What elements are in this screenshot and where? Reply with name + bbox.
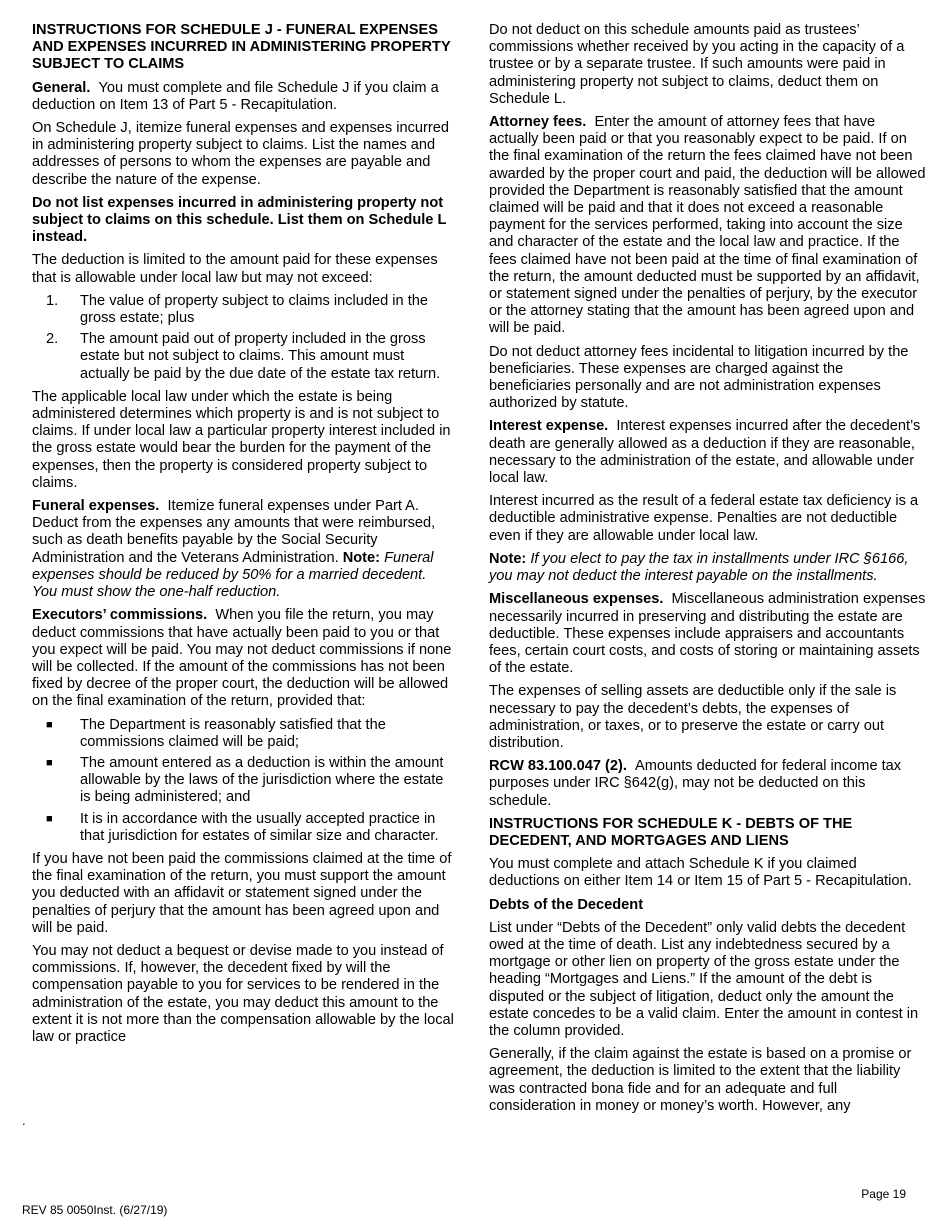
attorney-label: Attorney fees. [489, 114, 587, 131]
stray-mark: . [22, 1113, 26, 1128]
list-item [32, 811, 454, 845]
rcw-text: Amounts deducted for federal income tax purposes under IRC §642(g), may not be deducted on this schedule. [489, 758, 902, 809]
square-bullet-icon: ■ [46, 812, 53, 825]
installments-note [489, 551, 927, 585]
interest-label: Interest expense. [489, 418, 609, 435]
list-text: The Department is reasonably satisfied that the commissions claimed will be paid; [80, 716, 386, 750]
executors-text: When you file the return, you may deduct commissions that have actually been paid to you or that you expect will be paid. You may not deduct commissions if none will be collected. If the amount of the commissions has not been fixed by decree of the proper court, the deduction will be allowed on the final examination of the return, provided that: [32, 607, 452, 710]
list-text: It is in accordance with the usually accepted practice in that jurisdiction for estates of similar size and character. [80, 810, 439, 844]
funeral-note-text: Funeral expenses should be reduced by 50% for a married decedent. You must show the one-half reduction. [32, 549, 434, 601]
executors-label: Executors’ commissions. [32, 607, 208, 624]
right-column [489, 22, 927, 1121]
local-law-paragraph: The applicable local law under which the estate is being administered determines which property is and is not subject to claims. If under local law a particular property interest included in the gross estate would bear the burden for the payment of the expenses, then the property is considered property subject to claims. [32, 388, 451, 491]
misc-text: Miscellaneous administration expenses necessarily incurred in preserving and distributing the estate are deductible. These expenses include appraisers and accountants fees, certain court costs, and costs of storing or maintaining assets of the estate. [489, 591, 926, 677]
funeral-label: Funeral expenses. [32, 498, 160, 515]
schedule-j-heading: INSTRUCTIONS FOR SCHEDULE J - FUNERAL EXPENSES AND EXPENSES INCURRED IN ADMINISTERING PROPERTY SUBJECT TO CLAIMS [32, 22, 451, 73]
funeral-expenses-paragraph [32, 498, 454, 601]
executors-commissions-paragraph [32, 607, 454, 710]
trustees-paragraph: Do not deduct on this schedule amounts paid as trustees’ commissions whether received by you acting in the capacity of a trustee or by a separate trustee. If such amounts were paid in administering property not subject to claims, deduct them on Schedule L. [489, 22, 905, 107]
schedule-k-intro: You must complete and attach Schedule K if you claimed deductions on either Item 14 or Item 15 of Part 5 - Recapitulation. [489, 856, 912, 890]
funeral-note-label: Note: [342, 549, 380, 566]
schedule-l-notice: Do not list expenses incurred in administering property not subject to claims on this schedule. List them on Schedule L instead. [32, 194, 447, 246]
list-number: 1. [46, 292, 59, 309]
debts-paragraph: List under “Debts of the Decedent” only valid debts the decedent owed at the time of death. List any indebtedness secured by a mortgage or other lien on property of the gross estate under the heading “Mortgages and Liens.” If the amount of the debt is disputed or the subject of litigation, deduct only the amount the estate concedes to be a valid claim. Enter the amount in contest in the column provided. [489, 919, 919, 1039]
itemize-paragraph: On Schedule J, itemize funeral expenses and expenses incurred in administering property subject to claims. List the names and addresses of persons to whom the expenses are payable and describe the nature of the expense. [32, 120, 449, 188]
list-item [32, 331, 454, 383]
list-item [32, 717, 454, 751]
general-text: You must complete and file Schedule J if you claim a deduction on Item 13 of Part 5 - Recapitulation. [32, 79, 439, 113]
misc-label: Miscellaneous expenses. [489, 591, 664, 608]
list-text: The amount paid out of property included in the gross estate but not subject to claims. This amount must actually be paid by the due date of the estate tax return. [80, 331, 441, 382]
note-text: If you elect to pay the tax in installments under IRC §6166, you may not deduct the interest payable on the installments. [489, 550, 909, 585]
not-paid-paragraph: If you have not been paid the commissions claimed at the time of the final examination of the return, you must support the amount you deducted with an affidavit or statement signed under the penalties of perjury that the amount has been agreed upon and will be paid. [32, 850, 452, 936]
debts-heading: Debts of the Decedent [489, 896, 644, 913]
page-number: Page 19 [861, 1187, 906, 1201]
square-bullet-icon: ■ [46, 756, 53, 769]
square-bullet-icon: ■ [46, 718, 53, 731]
list-text: The amount entered as a deduction is within the amount allowable by the laws of the jurisdiction where the estate is being administered; and [80, 754, 444, 806]
promise-paragraph: Generally, if the claim against the estate is based on a promise or agreement, the deduction is limited to the extent that the liability was contracted bona fide and for an adequate and full consideration in money or money’s worth. However, any [489, 1046, 912, 1114]
bequest-paragraph: You may not deduct a bequest or devise made to you instead of commissions. If, however, the decedent fixed by will the compensation payable to you for services to be rendered in the administration of the estate, you may deduct this amount to the extent it is not more than the compensation allowable by the local law or practice [32, 942, 454, 1045]
list-item [32, 755, 454, 807]
selling-assets-paragraph: The expenses of selling assets are deductible only if the sale is necessary to pay the decedent’s debts, the expenses of administration, or taxes, or to preserve the estate or carry out distribution. [489, 683, 897, 751]
list-item [32, 293, 454, 327]
funeral-text: Itemize funeral expenses under Part A. Deduct from the expenses any amounts that were reimbursed, such as death benefits payable by the Social Security Administration and the Veterans Administration. [32, 498, 436, 566]
left-column [32, 22, 454, 1052]
interest-text: Interest expenses incurred after the decedent’s death are generally allowed as a deduction if they are reasonable, necessary to the administration of the estate, and allowable under local law. [489, 418, 921, 487]
conditions-list [32, 717, 454, 845]
interest-expense-paragraph [489, 418, 927, 487]
rcw-label: RCW 83.100.047 (2). [489, 758, 627, 775]
schedule-k-heading: INSTRUCTIONS FOR SCHEDULE K - DEBTS OF THE DECEDENT, AND MORTGAGES AND LIENS [489, 815, 853, 849]
miscellaneous-expenses-paragraph [489, 591, 927, 677]
note-label: Note: [489, 550, 527, 567]
federal-interest-paragraph: Interest incurred as the result of a federal estate tax deficiency is a deductible administrative expense. Penalties are not deductible even if they are allowable under local law. [489, 493, 919, 544]
litigation-paragraph: Do not deduct attorney fees incidental to litigation incurred by the beneficiaries. These expenses are charged against the beneficiaries personally and are not administration expenses authorized by statute. [489, 343, 909, 412]
limit-list [32, 293, 454, 383]
deduction-limit-paragraph: The deduction is limited to the amount paid for these expenses that is allowable under local law but may not exceed: [32, 252, 438, 286]
attorney-text: Enter the amount of attorney fees that have actually been paid or that you reasonably expect to be paid. If on the final examination of the return the fees claimed have not been awarded by the proper court and paid, the deduction will be allowed provided the Department is reasonably satisfied that the amount claimed will be paid and that it does not exceed a reasonable payment for the services performed, taking into account the size and character of the estate and the local law and practice. If the fees claimed have not been paid at the time of final examination of the return, the amount deducted must be supported by an affidavit, or statement signed under the penalties of perjury, by the executor or the attorney stating that the amount has been agreed upon and will be paid. [489, 114, 926, 337]
rcw-paragraph [489, 758, 927, 810]
form-id: REV 85 0050Inst. (6/27/19) [22, 1203, 168, 1217]
general-label: General. [32, 79, 91, 96]
list-number: 2. [46, 331, 59, 348]
general-paragraph [32, 80, 454, 114]
list-text: The value of property subject to claims included in the gross estate; plus [80, 292, 429, 327]
attorney-fees-paragraph [489, 114, 927, 338]
